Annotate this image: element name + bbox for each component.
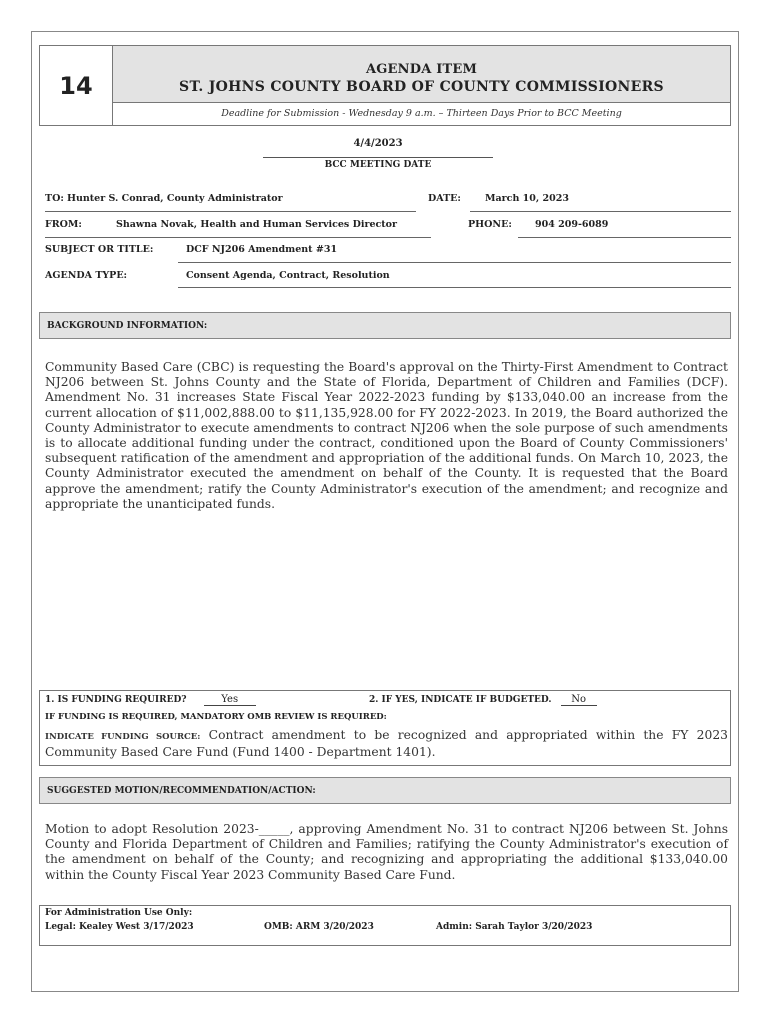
meeting-date: 4/4/2023 (353, 138, 403, 149)
date-underline (470, 211, 731, 212)
admin-signoff: Admin: Sarah Taylor 3/20/2023 (436, 922, 593, 932)
date-label: DATE: (428, 193, 461, 204)
agenda-type-underline (178, 287, 731, 288)
from-label: FROM: (45, 219, 82, 230)
to-label: TO: (45, 193, 64, 204)
funding-source-text: Contract amendment to be recognized and appropriated within the FY 2023 Community Based Care Fund (Fund 1400 - Department 1401). (45, 728, 728, 760)
subject-underline (178, 262, 731, 263)
meeting-date-label: BCC MEETING DATE (324, 160, 432, 170)
agenda-type-value: Consent Agenda, Contract, Resolution (186, 270, 390, 281)
funding-question-1 (45, 694, 256, 706)
admin-legal: Legal: Kealey West 3/17/2023 (45, 922, 194, 932)
funding-question-2 (369, 694, 597, 706)
agenda-item-number: 14 (39, 45, 113, 126)
funding-source (45, 728, 728, 760)
admin-heading: For Administration Use Only: (45, 908, 193, 918)
date-value: March 10, 2023 (485, 193, 569, 204)
phone-label: PHONE: (468, 219, 512, 230)
to-value: Hunter S. Conrad, County Administrator (67, 193, 283, 204)
funding-required-value: Yes (204, 694, 256, 706)
motion-heading: SUGGESTED MOTION/RECOMMENDATION/ACTION: (39, 777, 731, 804)
motion-text: Motion to adopt Resolution 2023-_____, approving Amendment No. 31 to contract NJ206 between St. Johns County and Florida Department of Children and Families; ratifying the County Administrator's execution of the amendment on behalf of the County; and recognizing and appropriating the additional $133,040.00 within the County Fiscal Year 2023 Community Based Care Fund. (45, 822, 728, 882)
header-title-line2: ST. JOHNS COUNTY BOARD OF COUNTY COMMISSIONERS (179, 79, 664, 95)
phone-underline (518, 237, 731, 238)
background-text: Community Based Care (CBC) is requesting the Board's approval on the Thirty-First Amendment to Contract NJ206 between St. Johns County and the State of Florida, Department of Children and Families (DCF). Amendment No. 31 increases State Fiscal Year 2022-2023 funding by $133,040.00 an increase from the current allocation of $11,002,888.00 to $11,135,928.00 for FY 2022-2023. In 2019, the Board authorized the County Administrator to execute amendments to contract NJ206 when the sole purpose of such amendments is to allocate additional funding under the contract, conditioned upon the Board of County Commissioners' subsequent ratification of the amendment and appropriation of the additional funds. On March 10, 2023, the County Administrator executed the amendment on behalf of the County. It is requested that the Board approve the amendment; ratify the County Administrator's execution of the amendment; and recognize and appropriate the unanticipated funds. (45, 360, 728, 511)
meeting-date-line (263, 157, 493, 158)
omb-review-note: IF FUNDING IS REQUIRED, MANDATORY OMB REVIEW IS REQUIRED: (45, 712, 387, 722)
agenda-type-label: AGENDA TYPE: (45, 270, 128, 281)
to-underline (45, 211, 416, 212)
deadline-note: Deadline for Submission - Wednesday 9 a.m. – Thirteen Days Prior to BCC Meeting (113, 103, 731, 126)
funding-budgeted-value: No (561, 694, 597, 706)
from-value: Shawna Novak, Health and Human Services Director (116, 219, 398, 230)
subject-value: DCF NJ206 Amendment #31 (186, 244, 338, 255)
from-underline (45, 237, 431, 238)
subject-label: SUBJECT OR TITLE: (45, 244, 154, 255)
funding-source-label: INDICATE FUNDING SOURCE: (45, 732, 201, 742)
phone-value: 904 209-6089 (535, 219, 609, 230)
funding-question-2-label: 2. IF YES, INDICATE IF BUDGETED. (369, 695, 552, 705)
admin-omb: OMB: ARM 3/20/2023 (264, 922, 374, 932)
background-heading: BACKGROUND INFORMATION: (39, 312, 731, 339)
funding-question-1-label: 1. IS FUNDING REQUIRED? (45, 695, 187, 705)
header-title-box (113, 45, 731, 103)
header-title-line1: AGENDA ITEM (365, 62, 478, 77)
